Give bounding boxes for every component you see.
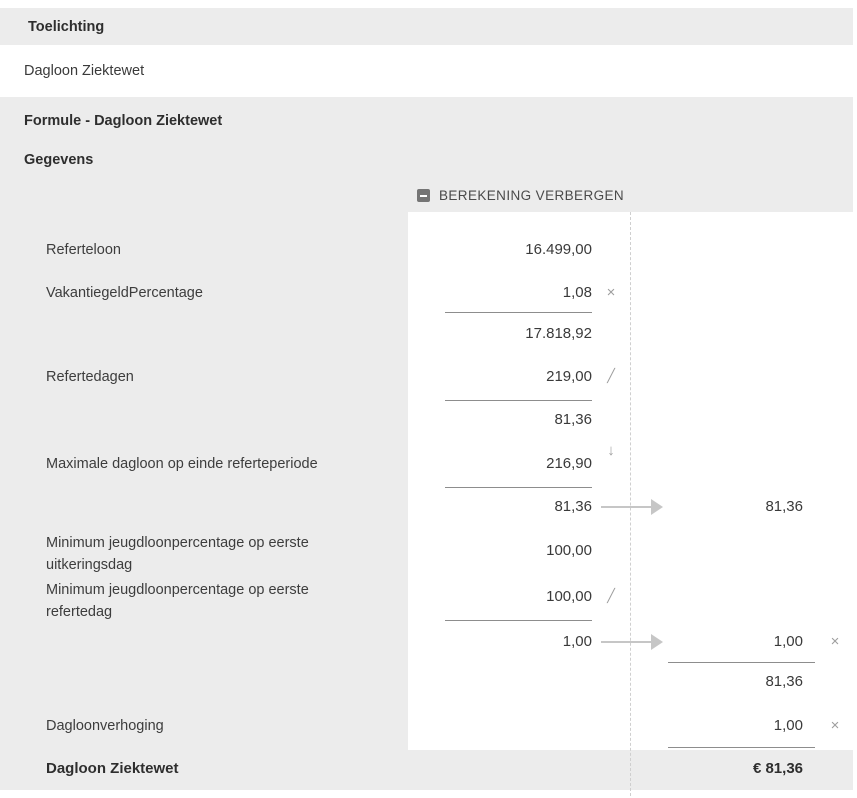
row-label-vakantiegeldpercentage: VakantiegeldPercentage [46, 285, 203, 301]
row-value: 81,36 [765, 673, 803, 690]
row-label-dagloonverhoging: Dagloonverhoging [46, 718, 164, 734]
cap-minimum-arrow-down-icon: ↓ [607, 442, 615, 459]
toelichting-header [0, 8, 853, 45]
row-value: 1,00 [773, 633, 803, 650]
row-value: 216,90 [546, 455, 592, 472]
calculation-line [668, 747, 815, 748]
gegevens-heading: Gegevens [24, 152, 94, 168]
multiply-icon: × [830, 633, 840, 650]
row-value: 17.818,92 [525, 325, 592, 342]
berekening-verbergen-label: BEREKENING VERBERGEN [439, 188, 625, 203]
row-value: 100,00 [546, 588, 592, 605]
row-value: 100,00 [546, 542, 592, 559]
row-value: 16.499,00 [525, 241, 592, 258]
row-value: 1,08 [562, 284, 592, 301]
toelichting-title: Toelichting [28, 18, 105, 35]
flow-arrow-icon [601, 633, 663, 651]
row-value: 1,00 [562, 633, 592, 650]
berekening-verbergen-toggle[interactable] [417, 188, 624, 203]
divide-icon: ╱ [607, 588, 615, 603]
toelichting-item-text: Dagloon Ziektewet [24, 63, 145, 79]
formule-heading: Formule - Dagloon Ziektewet [24, 113, 223, 129]
calculation-line [668, 662, 815, 663]
row-label-maximale-dagloon: Maximale dagloon op einde referteperiode [46, 456, 318, 472]
calculation-line [445, 620, 592, 621]
calculation-line [445, 312, 592, 313]
multiply-icon: × [606, 284, 616, 301]
row-value: 81,36 [765, 498, 803, 515]
row-label-referteloon: Referteloon [46, 242, 121, 258]
result-label: Dagloon Ziektewet [46, 760, 179, 777]
result-row [0, 750, 853, 790]
row-value: 81,36 [554, 498, 592, 515]
row-value: 81,36 [554, 411, 592, 428]
calculation-line [445, 400, 592, 401]
collapse-minus-icon [417, 189, 430, 202]
row-value: 219,00 [546, 368, 592, 385]
flow-arrow-icon [601, 498, 663, 516]
result-value: € 81,36 [752, 760, 803, 777]
calculation-line [445, 487, 592, 488]
row-label-refertedagen: Refertedagen [46, 369, 134, 385]
multiply-icon: × [830, 717, 840, 734]
row-label-min-jeugdloon-uitkeringsdag: Minimum jeugdloonpercentage op eerste uitkeringsdag [46, 535, 309, 573]
row-value: 1,00 [773, 717, 803, 734]
row-label-min-jeugdloon-refertedag: Minimum jeugdloonpercentage op eerste refertedag [46, 582, 309, 620]
toelichting-item-row [0, 45, 853, 97]
divide-icon: ╱ [607, 368, 615, 383]
